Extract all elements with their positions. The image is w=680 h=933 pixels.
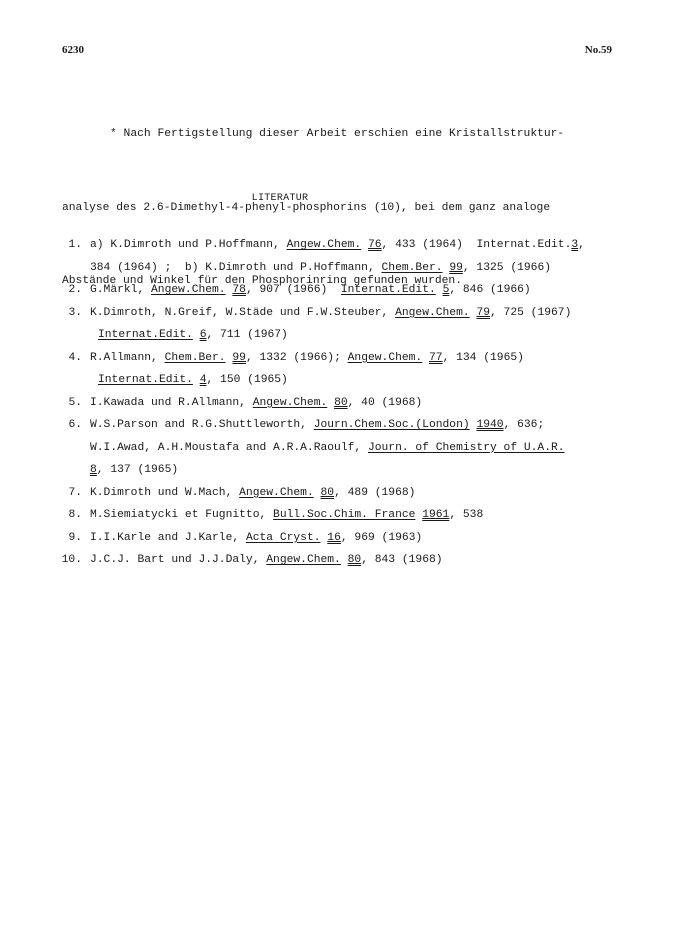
reference-text: K.Dimroth, N.Greif, W.Städe und F.W.Steuber, bbox=[90, 306, 396, 319]
journal-name: Angew.Chem. bbox=[266, 554, 341, 566]
reference-line bbox=[52, 437, 632, 460]
reference-number: 10. bbox=[61, 554, 82, 566]
issue-number: No.59 bbox=[584, 44, 612, 56]
reference-line bbox=[52, 414, 632, 437]
reference-line bbox=[52, 257, 632, 280]
reference-line bbox=[52, 459, 632, 482]
volume-number: 4 bbox=[199, 374, 207, 386]
reference-item bbox=[52, 482, 632, 505]
reference-text: , 40 (1968) bbox=[347, 396, 423, 409]
literature-heading: LITERATUR bbox=[251, 193, 309, 204]
journal-name: Journ. of Chemistry of U.A.R. bbox=[367, 441, 565, 454]
journal-name: Angew.Chem. bbox=[252, 396, 328, 409]
footnote-line-1: * Nach Fertigstellung dieser Arbeit erschien eine Kristallstruktur- bbox=[110, 128, 565, 140]
reference-list bbox=[52, 234, 632, 572]
journal-name: Angew.Chem. bbox=[286, 239, 362, 251]
volume-number: 77 bbox=[429, 351, 443, 364]
reference-line bbox=[52, 369, 632, 392]
reference-text: , 969 (1963) bbox=[340, 531, 423, 544]
journal-name: Acta Cryst. bbox=[245, 531, 321, 544]
reference-text: , 433 (1964) Internat.Edit. bbox=[381, 239, 572, 251]
reference-line bbox=[52, 482, 632, 505]
reference-text: K.Dimroth und W.Mach, bbox=[90, 486, 240, 499]
reference-text: 384 (1964) ; b) K.Dimroth und P.Hoffmann, bbox=[90, 261, 382, 274]
volume-number: 16 bbox=[327, 531, 341, 544]
volume-number: 1961 bbox=[422, 509, 450, 521]
reference-line bbox=[52, 302, 632, 325]
reference-number: 8. bbox=[68, 509, 82, 521]
reference-number: 5. bbox=[68, 396, 82, 409]
footnote-line-2: analyse des 2.6-Dimethyl-4-phenyl-phosphorins (10), bei dem ganz analoge bbox=[62, 201, 551, 214]
reference-text: , 538 bbox=[449, 509, 484, 521]
reference-number: 3. bbox=[68, 306, 82, 319]
reference-text: G.Märkl, bbox=[90, 284, 152, 296]
journal-name: Angew.Chem. bbox=[239, 486, 314, 499]
journal-name: Angew.Chem. bbox=[151, 284, 226, 296]
volume-number: 99 bbox=[232, 351, 246, 364]
volume-number: 78 bbox=[232, 284, 246, 296]
journal-name: Internat.Edit. bbox=[98, 374, 193, 386]
reference-text: , 725 (1967) bbox=[490, 306, 572, 319]
reference-number: 7. bbox=[68, 486, 82, 499]
reference-text: W.I.Awad, A.H.Moustafa and A.R.A.Raoulf, bbox=[90, 441, 368, 454]
reference-item bbox=[52, 527, 632, 550]
reference-item bbox=[52, 347, 632, 392]
reference-text: , 846 (1966) bbox=[449, 284, 531, 296]
reference-text: W.S.Parson and R.G.Shuttleworth, bbox=[90, 419, 314, 431]
volume-number: 3 bbox=[571, 239, 579, 251]
reference-text: , 711 (1967) bbox=[206, 329, 288, 341]
page-number: 6230 bbox=[62, 44, 84, 56]
reference-text: I.Kawada und R.Allmann, bbox=[90, 396, 253, 409]
reference-text: , bbox=[578, 239, 585, 251]
journal-name: Internat.Edit. bbox=[98, 329, 193, 341]
reference-line bbox=[52, 324, 632, 347]
reference-item bbox=[52, 392, 632, 415]
reference-line bbox=[52, 392, 632, 415]
reference-line bbox=[52, 234, 632, 257]
volume-number: 80 bbox=[320, 486, 335, 499]
reference-text: , 489 (1968) bbox=[334, 486, 416, 499]
reference-item bbox=[52, 234, 632, 279]
reference-text: , 1332 (1966); bbox=[245, 351, 348, 364]
reference-text: , 843 (1968) bbox=[361, 554, 443, 566]
footnote-line-3: Abstände und Winkel für den Phosphorinring gefunden wurden. bbox=[62, 275, 462, 287]
reference-item bbox=[52, 549, 632, 572]
volume-number: 76 bbox=[367, 239, 382, 251]
reference-line bbox=[52, 279, 632, 302]
reference-number: 2. bbox=[68, 284, 82, 296]
reference-line bbox=[52, 504, 632, 527]
journal-name: Internat.Edit. bbox=[340, 284, 436, 296]
reference-item bbox=[52, 504, 632, 527]
volume-number: 99 bbox=[449, 261, 463, 274]
journal-name: Angew.Chem. bbox=[347, 351, 423, 364]
reference-line bbox=[52, 527, 632, 550]
reference-number: 9. bbox=[68, 531, 82, 544]
reference-number: 4. bbox=[68, 351, 82, 364]
volume-number: 8 bbox=[90, 464, 97, 476]
reference-text: , 1325 (1966) bbox=[462, 261, 552, 274]
reference-text: , 907 (1966) bbox=[245, 284, 341, 296]
volume-number: 6 bbox=[199, 329, 207, 341]
reference-item bbox=[52, 414, 632, 482]
volume-number: 1940 bbox=[476, 419, 504, 431]
journal-name: Chem.Ber. bbox=[381, 261, 443, 274]
journal-name: Chem.Ber. bbox=[164, 351, 226, 364]
volume-number: 5 bbox=[442, 284, 450, 296]
reference-item bbox=[52, 302, 632, 347]
reference-text: a) K.Dimroth und P.Hoffmann, bbox=[90, 239, 287, 251]
volume-number: 79 bbox=[476, 306, 490, 319]
volume-number: 80 bbox=[334, 396, 348, 409]
reference-text: , 137 (1965) bbox=[96, 464, 179, 476]
journal-name: Bull.Soc.Chim. France bbox=[273, 509, 416, 521]
reference-number: 6. bbox=[68, 419, 82, 431]
reference-text: J.C.J. Bart und J.J.Daly, bbox=[90, 554, 267, 566]
reference-text: , 134 (1965) bbox=[442, 351, 524, 364]
reference-item bbox=[52, 279, 632, 302]
reference-line bbox=[52, 549, 632, 572]
reference-line bbox=[52, 347, 632, 370]
reference-text: , 636; bbox=[503, 419, 545, 431]
journal-name: Angew.Chem. bbox=[395, 306, 470, 319]
journal-name: Journ.Chem.Soc.(London) bbox=[313, 419, 470, 431]
reference-text: R.Allmann, bbox=[90, 351, 165, 364]
reference-number: 1. bbox=[68, 239, 82, 251]
volume-number: 80 bbox=[347, 554, 362, 566]
reference-text: I.I.Karle and J.Karle, bbox=[90, 531, 246, 544]
reference-text: M.Siemiatycki et Fugnitto, bbox=[90, 509, 274, 521]
reference-text: , 150 (1965) bbox=[206, 374, 288, 386]
